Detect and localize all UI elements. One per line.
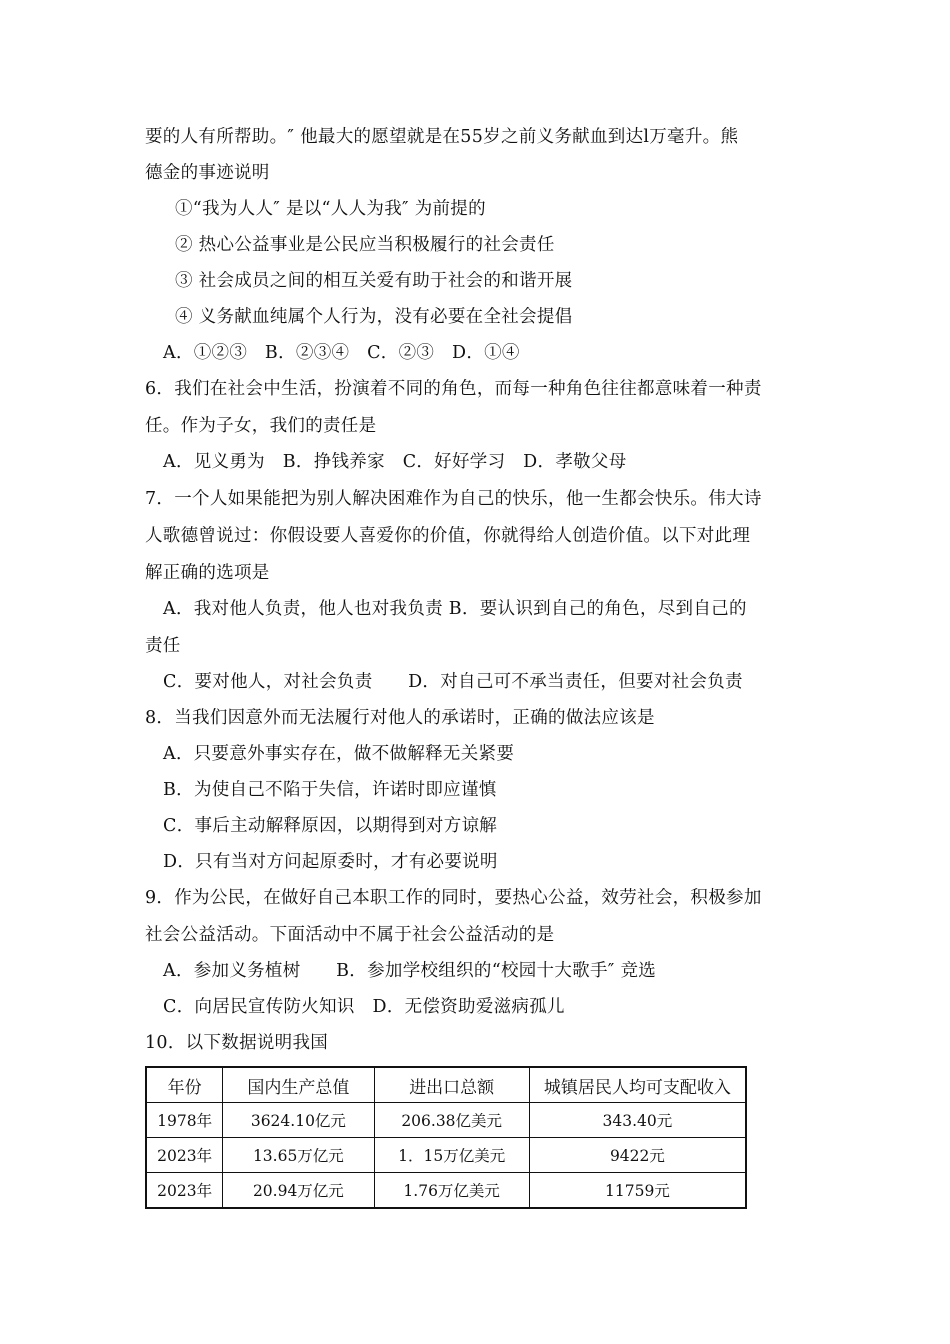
question-7-cont: 人歌德曾说过：你假设要人喜爱你的价值，你就得给人创造价值。以下对此理 bbox=[145, 526, 751, 546]
q7-options-ab: A．我对他人负责，他人也对我负责 B．要认识到自己的角色，尽到自己的 bbox=[163, 599, 747, 619]
question-10: 10．以下数据说明我国 bbox=[145, 1033, 329, 1053]
q8-option-d: D．只有当对方问起原委时，才有必要说明 bbox=[163, 852, 498, 872]
q7-options-cd: C．要对他人，对社会负责 D．对自己可不承当责任，但要对社会负责 bbox=[163, 672, 743, 692]
q5-options: A．①②③ B．②③④ C．②③ D．①④ bbox=[163, 343, 520, 363]
q9-options-cd: C．向居民宣传防火知识 D．无偿资助爱滋病孤儿 bbox=[163, 997, 565, 1017]
text-line: 要的人有所帮助。″ 他最大的愿望就是在55岁之前义务献血到达l万毫升。熊 bbox=[145, 127, 739, 147]
table-row bbox=[146, 1138, 746, 1173]
question-9-cont: 社会公益活动。下面活动中不属于社会公益活动的是 bbox=[145, 925, 555, 945]
q8-option-b: B．为使自己不陷于失信，许诺时即应谨慎 bbox=[163, 780, 497, 800]
cell-gdp: 20.94万亿元 bbox=[223, 1173, 374, 1209]
header-year: 年份 bbox=[146, 1067, 223, 1103]
statement-3: ③ 社会成员之间的相互关爱有助于社会的和谐开展 bbox=[175, 271, 573, 291]
statement-2: ② 热心公益事业是公民应当积极履行的社会责任 bbox=[175, 235, 555, 255]
question-9: 9．作为公民，在做好自己本职工作的同时，要热心公益，效劳社会，积极参加 bbox=[145, 888, 762, 908]
question-6-cont: 任。作为子女，我们的责任是 bbox=[145, 416, 377, 436]
q7-options-ab-cont: 责任 bbox=[145, 636, 181, 656]
header-income: 城镇居民人均可支配收入 bbox=[529, 1067, 746, 1103]
cell-income: 11759元 bbox=[529, 1173, 746, 1209]
cell-trade: 1．15万亿美元 bbox=[374, 1138, 529, 1173]
statement-4: ④ 义务献血纯属个人行为，没有必要在全社会提倡 bbox=[175, 307, 573, 327]
cell-trade: 1.76万亿美元 bbox=[374, 1173, 529, 1209]
table-row bbox=[146, 1173, 746, 1209]
question-7-cont: 解正确的选项是 bbox=[145, 563, 270, 583]
q8-option-c: C．事后主动解释原因，以期得到对方谅解 bbox=[163, 816, 498, 836]
table-row bbox=[146, 1103, 746, 1138]
cell-gdp: 13.65万亿元 bbox=[223, 1138, 374, 1173]
statement-1: ①“我为人人″ 是以“人人为我″ 为前提的 bbox=[175, 199, 486, 219]
cell-year: 1978年 bbox=[146, 1103, 223, 1138]
header-trade: 进出口总额 bbox=[374, 1067, 529, 1103]
question-8: 8．当我们因意外而无法履行对他人的承诺时，正确的做法应该是 bbox=[145, 708, 655, 728]
q8-option-a: A．只要意外事实存在，做不做解释无关紧要 bbox=[163, 744, 515, 764]
table-header-row bbox=[146, 1067, 746, 1103]
cell-income: 343.40元 bbox=[529, 1103, 746, 1138]
header-gdp: 国内生产总值 bbox=[223, 1067, 374, 1103]
q6-options: A．见义勇为 B．挣钱养家 C．好好学习 D．孝敬父母 bbox=[163, 452, 627, 472]
cell-trade: 206.38亿美元 bbox=[374, 1103, 529, 1138]
data-table bbox=[145, 1066, 747, 1209]
q9-options-ab: A．参加义务植树 B．参加学校组织的“校园十大歌手″ 竞选 bbox=[163, 961, 657, 981]
cell-income: 9422元 bbox=[529, 1138, 746, 1173]
text-line: 德金的事迹说明 bbox=[145, 163, 270, 183]
question-6: 6．我们在社会中生活，扮演着不同的角色，而每一种角色往往都意味着一种责 bbox=[145, 379, 762, 399]
question-7: 7．一个人如果能把为别人解决困难作为自己的快乐，他一生都会快乐。伟大诗 bbox=[145, 489, 762, 509]
cell-gdp: 3624.10亿元 bbox=[223, 1103, 374, 1138]
cell-year: 2023年 bbox=[146, 1173, 223, 1209]
cell-year: 2023年 bbox=[146, 1138, 223, 1173]
